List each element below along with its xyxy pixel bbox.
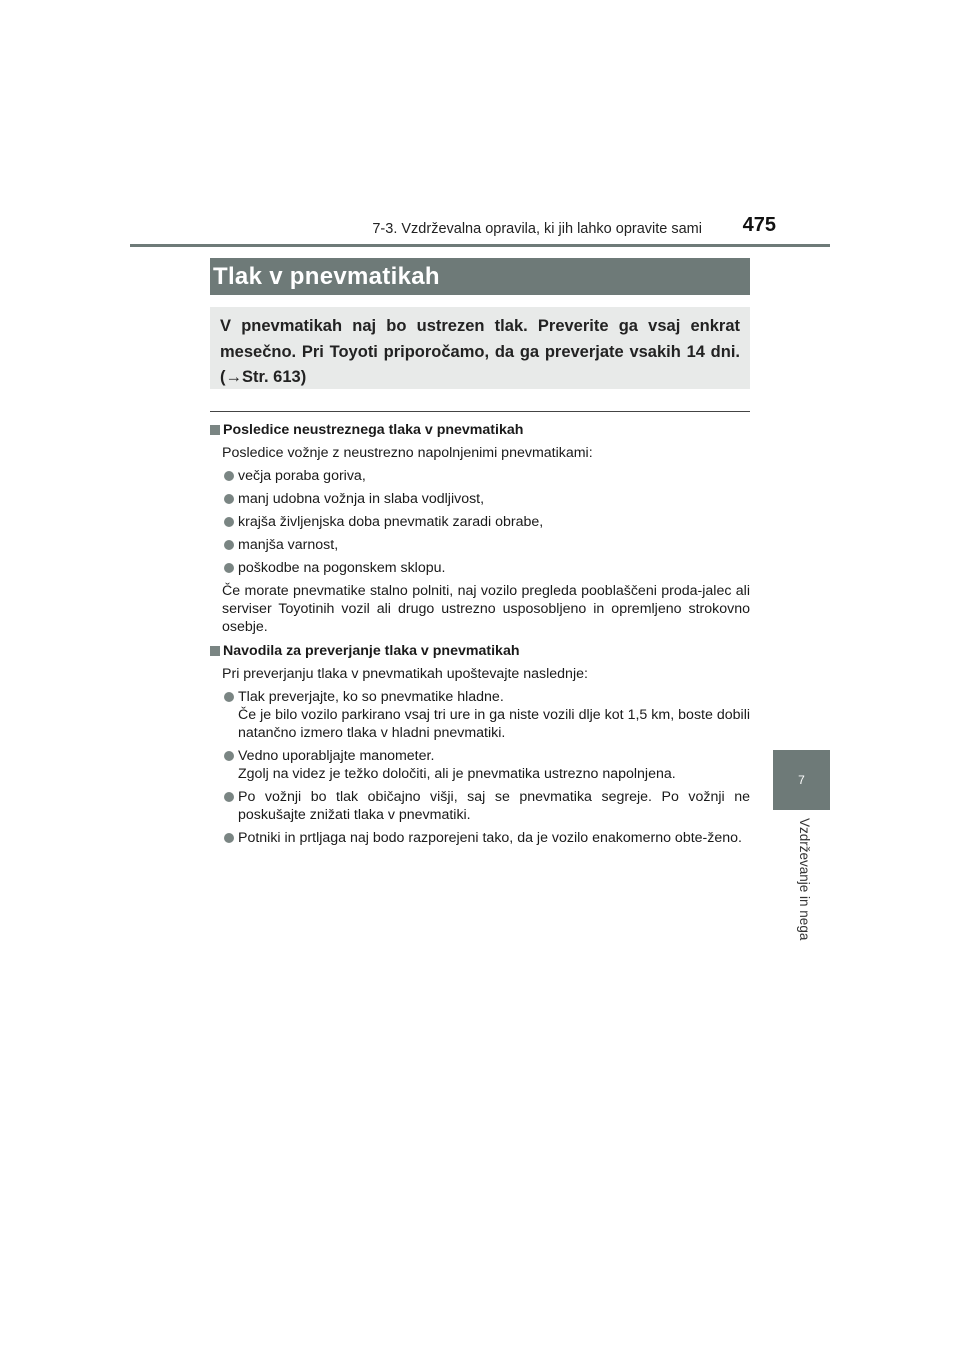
intro-body: V pnevmatikah naj bo ustrezen tlak. Preverite ga vsaj enkrat mesečno. Pri Toyoti priporočamo, da ga preverjate vsakih 14 dni. ( bbox=[220, 317, 740, 386]
round-bullet-icon bbox=[224, 692, 234, 702]
section-heading-text: Posledice neustreznega tlaka v pnevmatikah bbox=[223, 422, 524, 438]
list-item-text bbox=[238, 829, 750, 847]
section-heading-text: Navodila za preverjanje tlaka v pnevmatikah bbox=[223, 643, 520, 659]
round-bullet-icon bbox=[224, 792, 234, 802]
list-item bbox=[224, 829, 750, 847]
list-item-text: krajša življenjska doba pnevmatik zaradi obrabe, bbox=[238, 514, 544, 530]
page-reference-link[interactable]: Str. 613) bbox=[242, 368, 307, 386]
list-item-text bbox=[238, 688, 750, 742]
section-closing: Če morate pnevmatike stalno polniti, naj vozilo pregleda pooblaščeni proda-jalec ali serviser Toyotinih vozil ali drugo ustrezno usposobljeno in opremljeno strokovno osebje. bbox=[222, 583, 750, 635]
header-rule bbox=[130, 244, 830, 247]
list-item bbox=[224, 467, 750, 485]
list-item-text: manj udobna vožnja in slaba vodljivost, bbox=[238, 491, 485, 507]
round-bullet-icon bbox=[224, 751, 234, 761]
content bbox=[210, 418, 750, 852]
list-item-text bbox=[238, 747, 750, 783]
list-item bbox=[224, 559, 750, 577]
list-item-text bbox=[238, 788, 750, 824]
section-heading bbox=[210, 421, 750, 439]
round-bullet-icon bbox=[224, 517, 234, 527]
square-bullet-icon bbox=[210, 425, 220, 435]
list-item bbox=[224, 788, 750, 824]
section-lead: Posledice vožnje z neustrezno napolnjenimi pnevmatikami: bbox=[222, 445, 593, 461]
list-item bbox=[224, 688, 750, 742]
intro-box bbox=[210, 307, 750, 389]
intro-text bbox=[220, 314, 740, 391]
round-bullet-icon bbox=[224, 563, 234, 573]
list-item-line: Potniki in prtljaga naj bodo razporejeni tako, da je vozilo enakomerno obte-ženo. bbox=[238, 830, 742, 846]
arrow-icon: → bbox=[225, 368, 242, 386]
list-item-line: Tlak preverjajte, ko so pnevmatike hladne. bbox=[238, 689, 504, 705]
round-bullet-icon bbox=[224, 540, 234, 550]
list-item-line: Vedno uporabljajte manometer. bbox=[238, 748, 435, 764]
list-item bbox=[224, 490, 750, 508]
round-bullet-icon bbox=[224, 471, 234, 481]
list-item-text: poškodbe na pogonskem sklopu. bbox=[238, 560, 446, 576]
page-number: 475 bbox=[742, 214, 776, 236]
chapter-title: Vzdrževanje in nega bbox=[797, 818, 812, 941]
list-item bbox=[224, 747, 750, 783]
list-item-line: Po vožnji bo tlak običajno višji, saj se pnevmatika segreje. Po vožnji ne poskušajte znižati tlaka v pnevmatiki. bbox=[238, 789, 750, 823]
list-item-text: manjša varnost, bbox=[238, 537, 339, 553]
page-title: Tlak v pnevmatikah bbox=[213, 262, 440, 290]
section-heading bbox=[210, 642, 750, 660]
section-divider bbox=[210, 411, 750, 412]
list-item-text: večja poraba goriva, bbox=[238, 468, 366, 484]
header-section-title: 7-3. Vzdrževalna opravila, ki jih lahko opravite sami bbox=[372, 221, 702, 237]
square-bullet-icon bbox=[210, 646, 220, 656]
title-bar bbox=[210, 258, 750, 295]
section-lead: Pri preverjanju tlaka v pnevmatikah upoštevajte naslednje: bbox=[222, 666, 588, 682]
list-item bbox=[224, 513, 750, 531]
list-item-line: Če je bilo vozilo parkirano vsaj tri ure in ga niste vozili dlje kot 1,5 km, boste dobili natančno izmero tlaka v hladni pnevmatiki. bbox=[238, 707, 750, 741]
chapter-number: 7 bbox=[798, 773, 805, 787]
round-bullet-icon bbox=[224, 494, 234, 504]
round-bullet-icon bbox=[224, 833, 234, 843]
chapter-tab bbox=[773, 750, 830, 810]
list-item-line: Zgolj na videz je težko določiti, ali je pnevmatika ustrezno napolnjena. bbox=[238, 766, 676, 782]
list-item bbox=[224, 536, 750, 554]
